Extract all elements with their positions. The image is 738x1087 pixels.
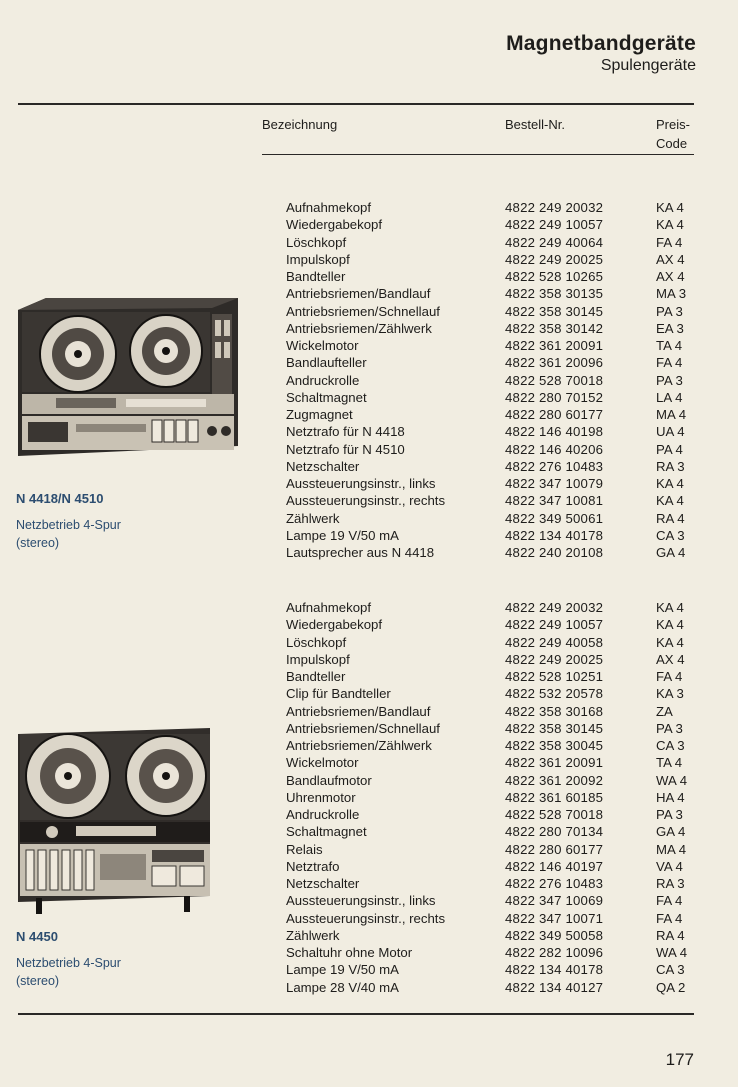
part-row [286, 720, 698, 737]
part-name: Andruckrolle [286, 372, 360, 388]
part-order-number: 4822 358 30135 [505, 286, 604, 302]
part-order-number: 4822 361 20091 [505, 755, 604, 771]
part-price-code: CA 3 [656, 527, 685, 543]
column-header-price-line1: Preis- [656, 117, 690, 132]
part-row [286, 599, 698, 616]
part-name: Antriebsriemen/Schnellauf [286, 720, 440, 736]
bottom-rule [18, 1013, 694, 1015]
part-price-code: VA 4 [656, 858, 683, 874]
part-price-code: MA 3 [656, 286, 687, 302]
part-price-code: RA 4 [656, 510, 685, 526]
part-name: Clip für Bandteller [286, 686, 391, 702]
top-rule [18, 103, 694, 105]
part-row [286, 754, 698, 771]
part-row [286, 389, 698, 406]
part-price-code: PA 3 [656, 807, 683, 822]
part-order-number: 4822 361 60185 [505, 789, 604, 805]
part-row [286, 492, 698, 509]
part-price-code: EA 3 [656, 320, 684, 336]
model-label-n4450 [16, 928, 121, 990]
part-name: Schaltmagnet [286, 824, 367, 840]
part-order-number: 4822 134 40178 [505, 962, 604, 978]
part-row [286, 372, 698, 389]
part-row [286, 789, 698, 806]
part-price-code: MA 4 [656, 407, 687, 422]
page-title: Magnetbandgeräte [506, 32, 696, 55]
part-order-number: 4822 276 10483 [505, 458, 604, 474]
part-order-number: 4822 528 70018 [505, 807, 604, 822]
part-row [286, 806, 698, 823]
column-header-price [656, 115, 690, 153]
part-order-number: 4822 528 10265 [505, 269, 604, 284]
part-order-number: 4822 349 50058 [505, 927, 604, 943]
part-price-code: CA 3 [656, 962, 685, 978]
part-name: Netzschalter [286, 458, 360, 474]
part-order-number: 4822 249 20032 [505, 200, 604, 215]
model-description-line2: (stereo) [16, 536, 60, 550]
part-order-number: 4822 134 40178 [505, 527, 604, 543]
model-description-line1: Netzbetrieb 4-Spur [16, 956, 121, 970]
part-price-code: RA 4 [656, 927, 685, 943]
part-row [286, 251, 698, 268]
part-price-code: WA 4 [656, 945, 688, 960]
part-name: Antriebsriemen/Zählwerk [286, 738, 432, 753]
part-row [286, 772, 698, 789]
part-price-code: KA 4 [656, 634, 684, 650]
part-name: Antriebsriemen/Schnellauf [286, 303, 440, 319]
part-row [286, 668, 698, 685]
part-price-code: FA 4 [656, 669, 683, 684]
part-name: Aussteuerungsinstr., rechts [286, 493, 446, 509]
part-order-number: 4822 249 10057 [505, 217, 604, 233]
parts-list-n4418-n4510 [286, 199, 698, 561]
part-price-code: UA 4 [656, 424, 685, 440]
part-price-code: PA 3 [656, 372, 683, 388]
part-name: Lampe 19 V/50 mA [286, 527, 399, 543]
part-row [286, 634, 698, 651]
part-price-code: KA 3 [656, 686, 684, 702]
part-row [286, 979, 698, 996]
part-price-code: TA 4 [656, 755, 683, 771]
part-row [286, 475, 698, 492]
part-row [286, 544, 698, 561]
part-name: Lautsprecher aus N 4418 [286, 545, 435, 560]
part-price-code: GA 4 [656, 545, 686, 560]
model-name: N 4450 [16, 929, 58, 944]
part-price-code: HA 4 [656, 789, 685, 805]
part-price-code: AX 4 [656, 651, 685, 667]
part-row [286, 234, 698, 251]
part-order-number: 4822 282 10096 [505, 945, 604, 960]
model-label-n4418-n4510 [16, 490, 121, 552]
part-price-code: KA 4 [656, 600, 684, 615]
part-price-code: ZA [656, 703, 673, 719]
part-price-code: PA 3 [656, 720, 683, 736]
part-order-number: 4822 347 10079 [505, 476, 604, 491]
part-name: Netztrafo für N 4510 [286, 441, 405, 457]
part-order-number: 4822 249 10057 [505, 617, 604, 633]
part-row [286, 527, 698, 544]
part-row [286, 858, 698, 875]
tape-recorder-n4418-illustration [16, 296, 240, 468]
part-row [286, 892, 698, 909]
part-price-code: RA 3 [656, 458, 685, 474]
part-name: Aufnahmekopf [286, 200, 372, 215]
part-row [286, 216, 698, 233]
part-row [286, 268, 698, 285]
tape-recorder-n4450-illustration [16, 726, 212, 916]
part-price-code: FA 4 [656, 355, 683, 371]
part-order-number: 4822 134 40127 [505, 979, 604, 995]
part-price-code: AX 4 [656, 251, 685, 267]
column-header-name: Bezeichnung [262, 117, 338, 132]
part-order-number: 4822 280 60177 [505, 841, 604, 857]
part-name: Antriebsriemen/Bandlauf [286, 286, 431, 302]
model-description-line2: (stereo) [16, 974, 60, 988]
header-rule [262, 154, 694, 155]
part-row [286, 320, 698, 337]
part-price-code: FA 4 [656, 910, 683, 926]
part-name: Zählwerk [286, 510, 340, 526]
part-price-code: PA 4 [656, 441, 683, 457]
part-row [286, 910, 698, 927]
part-row [286, 285, 698, 302]
parts-list-n4450 [286, 599, 698, 996]
part-name: Netztrafo für N 4418 [286, 424, 405, 440]
part-row [286, 406, 698, 423]
part-order-number: 4822 146 40198 [505, 424, 604, 440]
part-name: Netztrafo [286, 858, 340, 874]
part-price-code: KA 4 [656, 493, 684, 509]
part-price-code: QA 2 [656, 979, 686, 995]
part-name: Wickelmotor [286, 338, 359, 353]
part-name: Aussteuerungsinstr., rechts [286, 910, 446, 926]
part-name: Löschkopf [286, 234, 347, 250]
part-order-number: 4822 249 20025 [505, 251, 604, 267]
part-name: Antriebsriemen/Zählwerk [286, 320, 432, 336]
part-name: Antriebsriemen/Bandlauf [286, 703, 431, 719]
part-price-code: AX 4 [656, 269, 685, 284]
part-name: Aufnahmekopf [286, 600, 372, 615]
part-order-number: 4822 347 10081 [505, 493, 604, 509]
part-name: Relais [286, 841, 323, 857]
part-price-code: WA 4 [656, 772, 688, 788]
part-name: Schaltmagnet [286, 389, 367, 405]
part-row [286, 510, 698, 527]
part-price-code: CA 3 [656, 738, 685, 753]
part-row [286, 875, 698, 892]
part-price-code: MA 4 [656, 841, 687, 857]
part-order-number: 4822 358 30145 [505, 720, 604, 736]
part-price-code: KA 4 [656, 617, 684, 633]
part-order-number: 4822 358 30045 [505, 738, 604, 753]
part-name: Wiedergabekopf [286, 617, 383, 633]
part-name: Impulskopf [286, 651, 350, 667]
part-price-code: GA 4 [656, 824, 686, 840]
part-name: Schaltuhr ohne Motor [286, 945, 413, 960]
part-row [286, 927, 698, 944]
part-order-number: 4822 361 20092 [505, 772, 604, 788]
part-order-number: 4822 358 30142 [505, 320, 604, 336]
part-price-code: KA 4 [656, 476, 684, 491]
part-price-code: KA 4 [656, 217, 684, 233]
part-row [286, 823, 698, 840]
part-order-number: 4822 240 20108 [505, 545, 604, 560]
part-name: Netzschalter [286, 876, 360, 891]
part-order-number: 4822 347 10071 [505, 910, 604, 926]
part-name: Zählwerk [286, 927, 340, 943]
part-price-code: KA 4 [656, 200, 684, 215]
part-name: Löschkopf [286, 634, 347, 650]
part-name: Zugmagnet [286, 407, 353, 422]
part-order-number: 4822 249 40058 [505, 634, 604, 650]
part-price-code: FA 4 [656, 893, 683, 909]
page-subtitle: Spulengeräte [600, 57, 696, 74]
part-order-number: 4822 249 20032 [505, 600, 604, 615]
part-name: Uhrenmotor [286, 789, 356, 805]
part-name: Wiedergabekopf [286, 217, 383, 233]
part-row [286, 458, 698, 475]
part-row [286, 944, 698, 961]
part-order-number: 4822 249 20025 [505, 651, 604, 667]
part-order-number: 4822 249 40064 [505, 234, 604, 250]
part-name: Bandteller [286, 669, 346, 684]
part-name: Impulskopf [286, 251, 350, 267]
part-order-number: 4822 280 70134 [505, 824, 604, 840]
part-row [286, 303, 698, 320]
part-row [286, 841, 698, 858]
part-row [286, 423, 698, 440]
part-order-number: 4822 347 10069 [505, 893, 604, 909]
part-price-code: RA 3 [656, 876, 685, 891]
part-order-number: 4822 361 20096 [505, 355, 604, 371]
part-price-code: LA 4 [656, 389, 683, 405]
part-name: Aussteuerungsinstr., links [286, 476, 436, 491]
part-order-number: 4822 280 60177 [505, 407, 604, 422]
part-order-number: 4822 358 30145 [505, 303, 604, 319]
part-row [286, 961, 698, 978]
part-order-number: 4822 146 40206 [505, 441, 604, 457]
column-header-price-line2: Code [656, 136, 688, 151]
part-row [286, 199, 698, 216]
part-row [286, 616, 698, 633]
page-title-block [506, 32, 696, 75]
model-description-line1: Netzbetrieb 4-Spur [16, 518, 121, 532]
part-name: Lampe 28 V/40 mA [286, 979, 399, 995]
part-name: Bandteller [286, 269, 346, 284]
part-row [286, 685, 698, 702]
part-order-number: 4822 349 50061 [505, 510, 604, 526]
page-number: 177 [665, 1050, 694, 1069]
part-name: Andruckrolle [286, 807, 360, 822]
part-row [286, 737, 698, 754]
part-row [286, 441, 698, 458]
part-price-code: PA 3 [656, 303, 683, 319]
part-name: Bandlaufmotor [286, 772, 372, 788]
part-row [286, 354, 698, 371]
part-order-number: 4822 528 10251 [505, 669, 604, 684]
part-order-number: 4822 280 70152 [505, 389, 604, 405]
part-price-code: FA 4 [656, 234, 683, 250]
part-order-number: 4822 358 30168 [505, 703, 604, 719]
part-row [286, 651, 698, 668]
model-name: N 4418/N 4510 [16, 491, 104, 506]
part-name: Bandlaufteller [286, 355, 367, 371]
part-price-code: TA 4 [656, 338, 683, 353]
part-order-number: 4822 532 20578 [505, 686, 604, 702]
part-name: Wickelmotor [286, 755, 359, 771]
part-order-number: 4822 276 10483 [505, 876, 604, 891]
part-order-number: 4822 528 70018 [505, 372, 604, 388]
part-name: Aussteuerungsinstr., links [286, 893, 436, 909]
part-order-number: 4822 361 20091 [505, 338, 604, 353]
part-row [286, 703, 698, 720]
part-row [286, 337, 698, 354]
part-order-number: 4822 146 40197 [505, 858, 604, 874]
part-name: Lampe 19 V/50 mA [286, 962, 399, 978]
column-header-order: Bestell-Nr. [505, 117, 565, 132]
